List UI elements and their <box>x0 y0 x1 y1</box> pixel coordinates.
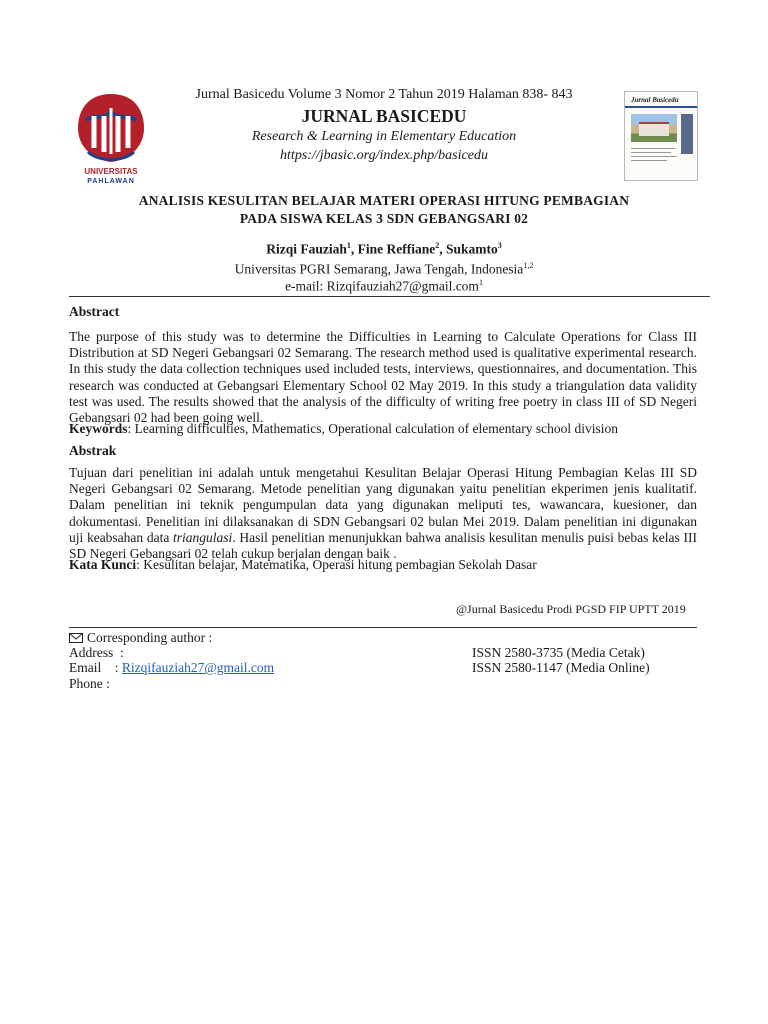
author-email-text: e-mail: Rizqifauziah27@gmail.com <box>285 278 479 294</box>
cover-side-panel <box>681 114 693 154</box>
corresponding-label: Corresponding author : <box>87 630 213 645</box>
affiliation-text: Universitas PGRI Semarang, Jawa Tengah, Indonesia <box>234 261 524 277</box>
cover-text-line <box>631 160 667 161</box>
cover-band <box>625 106 698 108</box>
abstract-text: The purpose of this study was to determine the Difficulties in Learning to Calculate Operations for Class III Distribution at SD Negeri Gebangsari 02 Semarang. The research method used is qualitative experimental research. In this study the data collection techniques used included tests, interviews, questionnaires, and documentation. This research was conducted at Gebangsari Elementary School 02 May 2019. In this study a triangulation data validity test was used. The results showed that the analysis of the difficulty of writing free poetry in class III of SD Negeri Gebangsari 02 had been going well. <box>69 329 697 426</box>
keywords-label: Keywords <box>69 421 128 436</box>
keywords-line <box>69 421 618 437</box>
issn-print: ISSN 2580-3735 (Media Cetak) <box>472 645 645 660</box>
author-sup: 2 <box>435 241 440 250</box>
email-row <box>69 660 274 676</box>
issn-online: ISSN 2580-1147 (Media Online) <box>472 660 650 675</box>
affiliation <box>0 261 768 278</box>
kata-kunci-text: : Kesulitan belajar, Matematika, Operasi hitung pembagian Sekolah Dasar <box>136 557 537 572</box>
footer-divider <box>69 627 697 628</box>
journal-cover-thumbnail <box>624 91 698 181</box>
abstrak-text <box>69 465 697 562</box>
cover-text-line <box>631 152 671 153</box>
author-list: Rizqi Fauziah$^1$, Fine Reffiane$^2$, Sukamto$^3$ <box>266 241 502 257</box>
author-name: Rizqi Fauziah <box>266 241 347 257</box>
cover-title: Jurnal Basicedu <box>631 96 679 104</box>
cover-text-line <box>631 148 675 149</box>
article-title-line1: ANALISIS KESULITAN BELAJAR MATERI OPERASI HITUNG PEMBAGIAN <box>138 193 630 208</box>
keywords-text: : Learning difficulties, Mathematics, Operational calculation of elementary school division <box>127 421 618 436</box>
author-email <box>0 278 768 295</box>
kata-kunci-line <box>69 557 537 573</box>
kata-kunci-label: Kata Kunci <box>69 557 137 572</box>
email-link[interactable]: Rizqifauziah27@gmail.com <box>121 660 275 675</box>
phone-label: Phone : <box>69 676 110 691</box>
address-label: Address : <box>69 645 124 660</box>
affiliation-sup: 1,2 <box>523 261 534 270</box>
svg-text:PAHLAWAN: PAHLAWAN <box>87 178 135 185</box>
journal-subtitle: Research & Learning in Elementary Education <box>251 129 517 144</box>
email-label: Email : <box>69 660 122 675</box>
author-sup: 3 <box>497 241 502 250</box>
abstrak-italic-term: triangulasi <box>173 529 233 545</box>
journal-url[interactable]: https://jbasic.org/index.php/basicedu <box>280 148 488 163</box>
author-name: Sukamto <box>445 241 498 257</box>
author-email-sup: 1 <box>478 278 483 287</box>
abstrak-text-part1: Tujuan dari penelitian ini adalah untuk mengetahui Kesulitan Belajar Operasi Hitung Pembagian Kelas III SD Negeri Gebangsari 02 Semarang. Metode penelitian yang digunakan yaitu penelitian ekperimen jenis kualitatif. Dalam penelitian ini teknik pengumpulan data yang digunakan meliputi tes, wawancara, kuesioner, dan dokumentasi. Penelitian ini dilaksanakan di SDN Gebangsari 02 bulan Mei 2019. Dalam penelitian ini digunakan uji keabsahan data <box>69 465 697 545</box>
journal-info: Jurnal Basicedu Volume 3 Nomor 2 Tahun 2019 Halaman 838- 843 <box>195 87 573 102</box>
cover-photo <box>631 114 677 142</box>
svg-text:UNIVERSITAS: UNIVERSITAS <box>84 167 138 176</box>
header-divider <box>69 296 710 297</box>
abstract-heading: Abstract <box>69 304 120 319</box>
article-title <box>0 192 768 228</box>
cover-text-line <box>631 156 677 157</box>
journal-title: JURNAL BASICEDU <box>301 106 467 126</box>
copyright-note: @Jurnal Basicedu Prodi PGSD FIP UPTT 2019 <box>456 602 686 616</box>
author-sup: 1 <box>346 241 351 250</box>
article-title-line2: PADA SISWA KELAS 3 SDN GEBANGSARI 02 <box>239 211 529 226</box>
author-name: Fine Reffiane <box>357 241 436 257</box>
abstrak-text-part2: . Hasil penelitian menunjukkan bahwa analisis kesulitan menulis puisi bebas kelas III SD Negeri Gebangsari 02 telah cukup berjalan dengan baik . <box>69 529 697 562</box>
abstrak-heading: Abstrak <box>69 443 117 458</box>
